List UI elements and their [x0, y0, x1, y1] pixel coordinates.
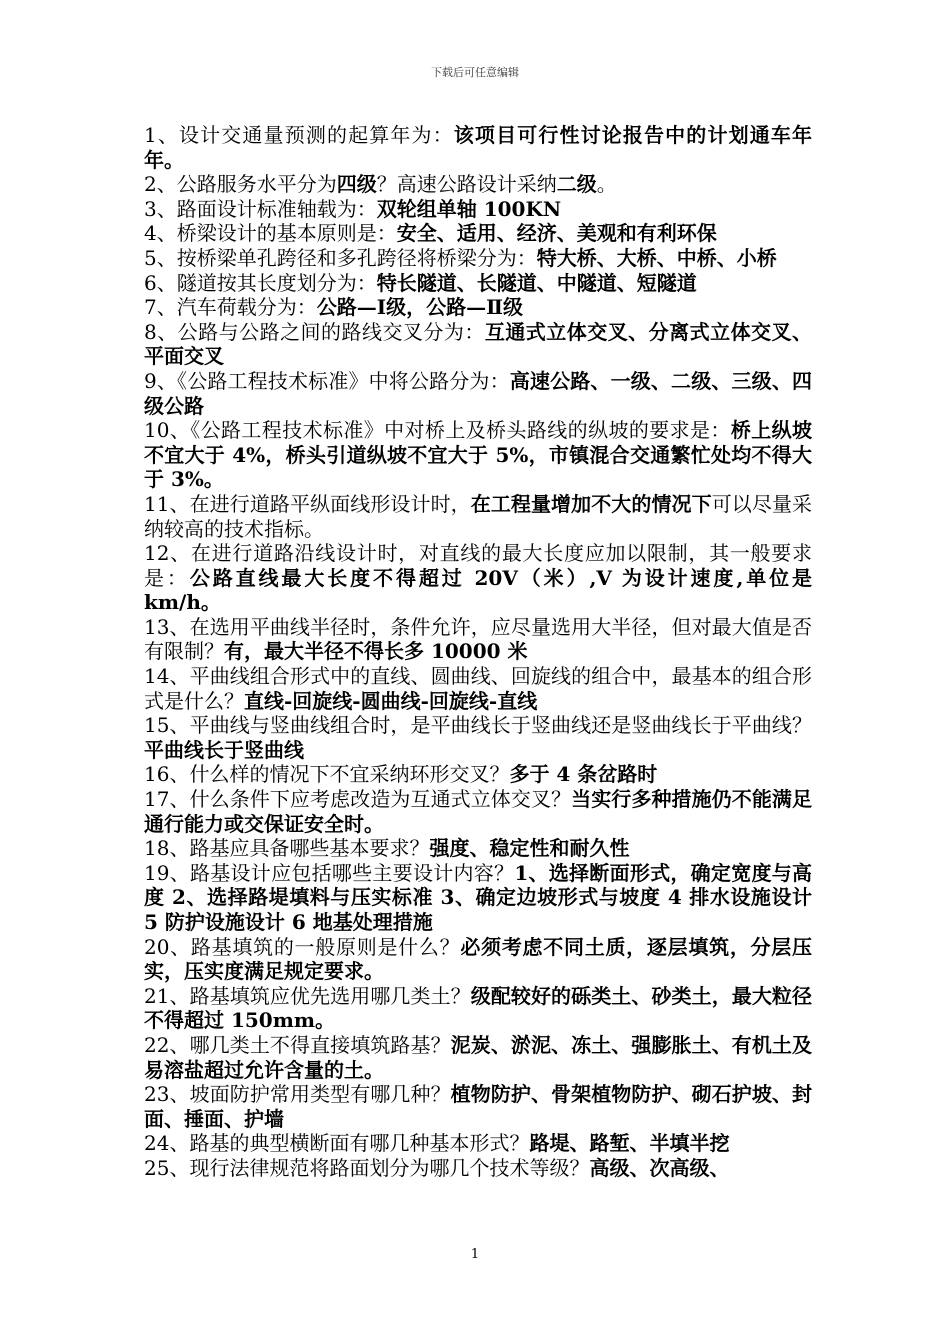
question-text: 20、路基填筑的一般原则是什么？	[144, 934, 461, 959]
question-text: 8、公路与公路之间的路线交叉分为：	[144, 319, 485, 344]
answer-text: 必须考虑不同土质，逐层填筑，分层压实，压实度满足规定要求。	[144, 934, 812, 984]
qa-item-20	[144, 935, 812, 984]
question-text: 12、在进行道路沿线设计时，对直线的最大长度应加以限制，其一般要求是：	[144, 541, 812, 590]
qa-item-19	[144, 861, 812, 935]
question-text: 2、公路服务水平分为	[144, 172, 337, 197]
answer-text: 强度、稳定性和耐久性	[429, 836, 630, 861]
qa-item-6	[144, 271, 812, 296]
qa-item-11	[144, 492, 812, 541]
qa-item-21	[144, 984, 812, 1033]
answer-text: 该项目可行性讨论报告中的计划通车年年。	[144, 123, 812, 172]
qa-item-13	[144, 615, 812, 664]
answer-text: 直线-回旋线-圆曲线-回旋线-直线	[244, 688, 538, 713]
qa-item-12	[144, 541, 812, 615]
question-text: 17、什么条件下应考虑改造为互通式立体交叉？	[144, 787, 572, 812]
question-text: 24、路基的典型横断面有哪几种基本形式？	[144, 1131, 530, 1156]
answer-text: 当实行多种措施仍不能满足通行能力或交保证安全时。	[144, 787, 813, 836]
answer-text: 特长隧道、长隧道、中隧道、短隧道	[376, 270, 697, 295]
question-text: 16、什么样的情况下不宜采纳环形交叉？	[144, 762, 510, 787]
qa-item-8	[144, 320, 812, 369]
answer-text: 公路—Ⅰ级，公路—Ⅱ级	[316, 295, 523, 320]
answer-text: 1、选择断面形式，确定宽度与高度 2、选择路堤填料与压实标准 3、确定边坡形式与坡度 4 排水设施设计 5 防护设施设计 6 地基处理措施	[144, 860, 813, 934]
question-text: 9、《公路工程技术标准》中将公路分为：	[144, 368, 510, 393]
answer-text: 植物防护、骨架植物防护、砌石护坡、封面、捶面、护墙	[144, 1082, 813, 1131]
qa-item-25	[144, 1156, 812, 1181]
question-text: 4、桥梁设计的基本原则是：	[144, 221, 397, 246]
qa-item-2	[144, 172, 812, 197]
document-body	[144, 123, 812, 1181]
answer-text: 桥上纵坡不宜大于 4%，桥头引道纵坡不宜大于 5%，市镇混合交通繁忙处均不得大于 3%。	[144, 418, 813, 492]
question-text: 23、坡面防护常用类型有哪几种？	[144, 1082, 451, 1107]
question-text: 5、按桥梁单孔跨径和多孔跨径将桥梁分为：	[144, 245, 537, 270]
page-number: 1	[470, 1247, 480, 1262]
answer-text: 二级	[556, 172, 597, 197]
answer-text: 互通式立体交叉、分离式立体交叉、平面交叉	[144, 319, 812, 369]
question-text: 6、隧道按其长度划分为：	[144, 270, 377, 295]
qa-item-9	[144, 369, 812, 418]
answer-text: 路堤、路堑、半填半挖	[529, 1131, 730, 1156]
question-text: 18、路基应具备哪些基本要求？	[144, 836, 430, 861]
answer-text: 四级	[336, 172, 377, 197]
answer-text: 平曲线长于竖曲线	[144, 737, 304, 762]
answer-text: 在工程量增加不大的情况下	[470, 491, 712, 516]
answer-text: 多于 4 条岔路时	[509, 762, 658, 787]
question-text: 19、路基设计应包括哪些主要设计内容？	[144, 860, 515, 885]
question-text: 14、平曲线组合形式中的直线、圆曲线、回旋线的组合中，最基本的组合形式是什么？	[144, 664, 812, 713]
qa-item-3	[144, 197, 812, 222]
answer-text: 安全、适用、经济、美观和有利环保	[396, 221, 717, 246]
question-text: 。	[596, 172, 617, 197]
question-text: 25、现行法律规范将路面划分为哪几个技术等级？	[144, 1155, 590, 1180]
question-text: 1、设计交通量预测的起算年为：	[144, 123, 454, 147]
qa-item-7	[144, 295, 812, 320]
question-text: 22、哪几类土不得直接填筑路基？	[144, 1032, 451, 1057]
question-text: ？高速公路设计采纳	[376, 172, 557, 197]
qa-item-23	[144, 1082, 812, 1131]
qa-item-16	[144, 762, 812, 787]
qa-item-10	[144, 418, 812, 492]
qa-item-14	[144, 664, 812, 713]
page-header: 下载后可任意编辑	[431, 66, 519, 79]
answer-text: 双轮组单轴 100KN	[376, 196, 562, 221]
question-text: 15、平曲线与竖曲线组合时，是平曲线长于竖曲线还是竖曲线长于平曲线？	[144, 713, 812, 738]
answer-text: 高速公路、一级、二级、三级、四级公路	[144, 368, 812, 418]
qa-item-5	[144, 246, 812, 271]
answer-text: 级配较好的砾类土、砂类土，最大粒径不得超过 150mm。	[144, 983, 813, 1033]
qa-item-4	[144, 221, 812, 246]
answer-text: 有，最大半径不得长多 10000 米	[224, 639, 528, 664]
qa-item-15	[144, 713, 812, 762]
question-text: 21、路基填筑应优先选用哪几类土？	[144, 983, 471, 1008]
question-text: 7、汽车荷载分为：	[144, 295, 317, 320]
qa-item-24	[144, 1131, 812, 1156]
answer-text: 公路直线最大长度不得超过 20V（米）,V 为设计速度,单位是 km/h。	[144, 565, 813, 615]
question-text: 可以尽量采纳较高的技术指标。	[144, 491, 813, 541]
qa-item-18	[144, 836, 812, 861]
answer-text: 特大桥、大桥、中桥、小桥	[536, 245, 777, 270]
question-text: 10、《公路工程技术标准》中对桥上及桥头路线的纵坡的要求是：	[144, 418, 731, 443]
qa-item-17	[144, 787, 812, 836]
answer-text: 泥炭、淤泥、冻土、强膨胀土、有机土及易溶盐超过允许含量的土。	[144, 1032, 813, 1082]
qa-item-1	[144, 123, 812, 172]
qa-item-22	[144, 1033, 812, 1082]
question-text: 3、路面设计标准轴载为：	[144, 196, 377, 221]
question-text: 11、在进行道路平纵面线形设计时，	[144, 491, 471, 516]
question-text: 13、在选用平曲线半径时，条件允许，应尽量选用大半径，但对最大值是否有限制？	[144, 614, 812, 664]
answer-text: 高级、次高级、	[589, 1155, 730, 1180]
